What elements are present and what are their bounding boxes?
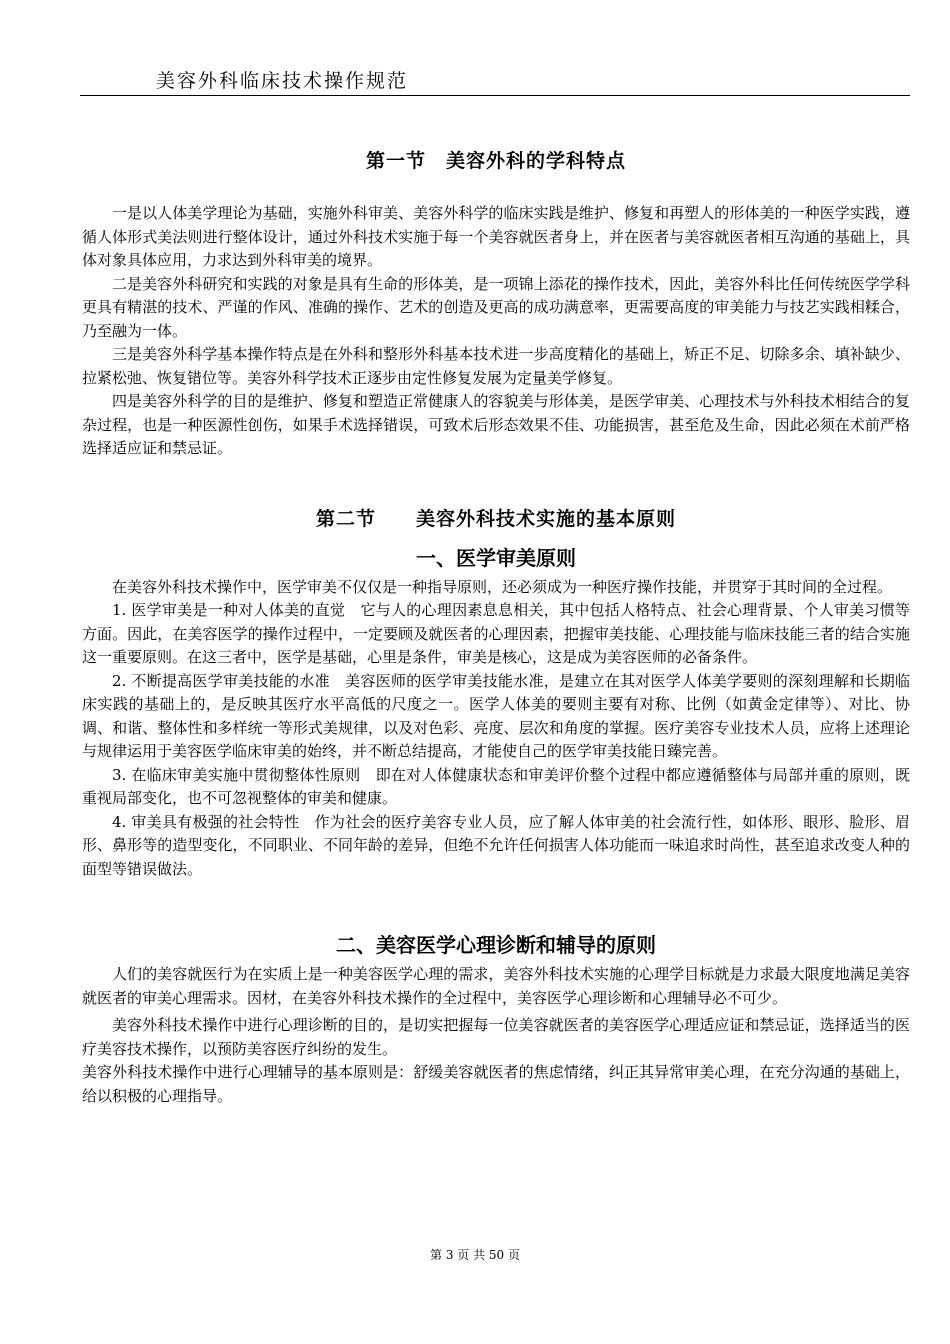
principle-item-3: 3. 在临床审美实施中贯彻整体性原则 即在对人体健康状态和审美评价整个过程中都应遵循整体与局部并重的原则，既重视局部变化，也不可忽视整体的审美和健康。: [82, 765, 910, 807]
subsection-1-title: 一、医学审美原则: [416, 545, 576, 570]
section-1-title: 第一节 美容外科的学科特点: [365, 150, 626, 172]
section-2-title: 第二节 美容外科技术实施的基本原则: [315, 507, 676, 530]
section-1-paragraph-4: 四是美容外科学的目的是维护、修复和塑造正常健康人的容貌美与形体美，是医学审美、心理技术与外科技术相结合的复杂过程，也是一种医源性创伤，如果手术选择错误，可致术后形态效果不佳、功能损害，甚至危及生命，因此必须在术前严格选择适应证和禁忌证。: [82, 392, 910, 457]
page-content: [82, 146, 910, 1108]
principle-item-4: 4. 审美具有极强的社会特性 作为社会的医疗美容专业人员，应了解人体审美的社会流行性，如体形、眼形、脸形、眉形、鼻形等的造型变化，不同职业、不同年龄的差异，但绝不允许任何损害人体功能而一味追求时尚性，甚至追求改变人种的面型等错误做法。: [82, 812, 910, 878]
subsection-2-title: 二、美容医学心理诊断和辅导的原则: [336, 933, 656, 957]
running-header-title: 美容外科临床技术操作规范: [156, 70, 409, 92]
principle-item-1: 1. 医学审美是一种对人体美的直觉 它与人的心理因素息息相关，其中包括人格特点、社会心理背景、个人审美习惯等方面。因此，在美容医学的操作过程中，一定要顾及就医者的心理因素，把握审美技能、心理技能与临床技能三者的结合实施这一重要原则。在这三者中，医学是基础，心里是条件，审美是核心，这是成为美容医师的必备条件。: [82, 601, 910, 666]
subsection-1-intro: 在美容外科技术操作中，医学审美不仅仅是一种指导原则，还必须成为一种医疗操作技能，并贯穿于其时间的全过程。: [112, 577, 893, 596]
principle-item-2: 2. 不断提高医学审美技能的水准 美容医师的医学审美技能水准，是建立在其对医学人体美学要则的深刻理解和长期临床实践的基础上的，是反映其医疗水平高低的尺度之一。医学人体美的要则主要有对称、比例（如黄金定律等）、对比、协调、和谐、整体性和多样统一等形式美规律，以及对色彩、亮度、层次和角度的掌握。医疗美容专业技术人员，应将上述理论与规律运用于美容医学临床审美的始终，并不断总结提高，才能使自己的医学审美技能日臻完善。: [82, 671, 910, 760]
header-divider: [80, 95, 910, 96]
page-number-footer: 第 3 页 共 50 页: [430, 1248, 520, 1262]
section-1-paragraph-2: 二是美容外科研究和实践的对象是具有生命的形体美，是一项锦上添花的操作技术，因此，美容外科比任何传统医学学科更具有精湛的技术、严谨的作风、准确的操作、艺术的创造及更高的成功满意率，更需要高度的审美能力与技艺实践相糅合，乃至融为一体。: [82, 274, 910, 340]
section-1-paragraph-1: 一是以人体美学理论为基础，实施外科审美、美容外科学的临床实践是维护、修复和再塑人的形体美的一种医学实践，遵循人体形式美法则进行整体设计，通过外科技术实施于每一个美容就医者身上，并在医者与美容就医者相互沟通的基础上，具体对象具体应用，力求达到外科审美的境界。: [82, 204, 910, 269]
subsection-2-paragraph-1: 人们的美容就医行为在实质上是一种美容医学心理的需求，美容外科技术实施的心理学目标就是力求最大限度地满足美容就医者的审美心理需求。因材，在美容外科技术操作的全过程中，美容医学心理诊断和心理辅导必不可少。: [82, 965, 910, 1007]
section-1-paragraph-3: 三是美容外科学基本操作特点是在外科和整形外科基本技术进一步高度精化的基础上，矫正不足、切除多余、填补缺少、拉紧松弛、恢复错位等。美容外科学技术正逐步由定性修复发展为定量美学修复。: [82, 345, 910, 387]
subsection-2-paragraph-3: 美容外科技术操作中进行心理辅导的基本原则是：舒缓美容就医者的焦虑情绪，纠正其异常审美心理，在充分沟通的基础上，给以积极的心理指导。: [82, 1063, 910, 1105]
subsection-2-paragraph-2: 美容外科技术操作中进行心理诊断的目的，是切实把握每一位美容就医者的美容医学心理适应证和禁忌证，选择适当的医疗美容技术操作，以预防美容医疗纠纷的发生。: [82, 1016, 910, 1058]
